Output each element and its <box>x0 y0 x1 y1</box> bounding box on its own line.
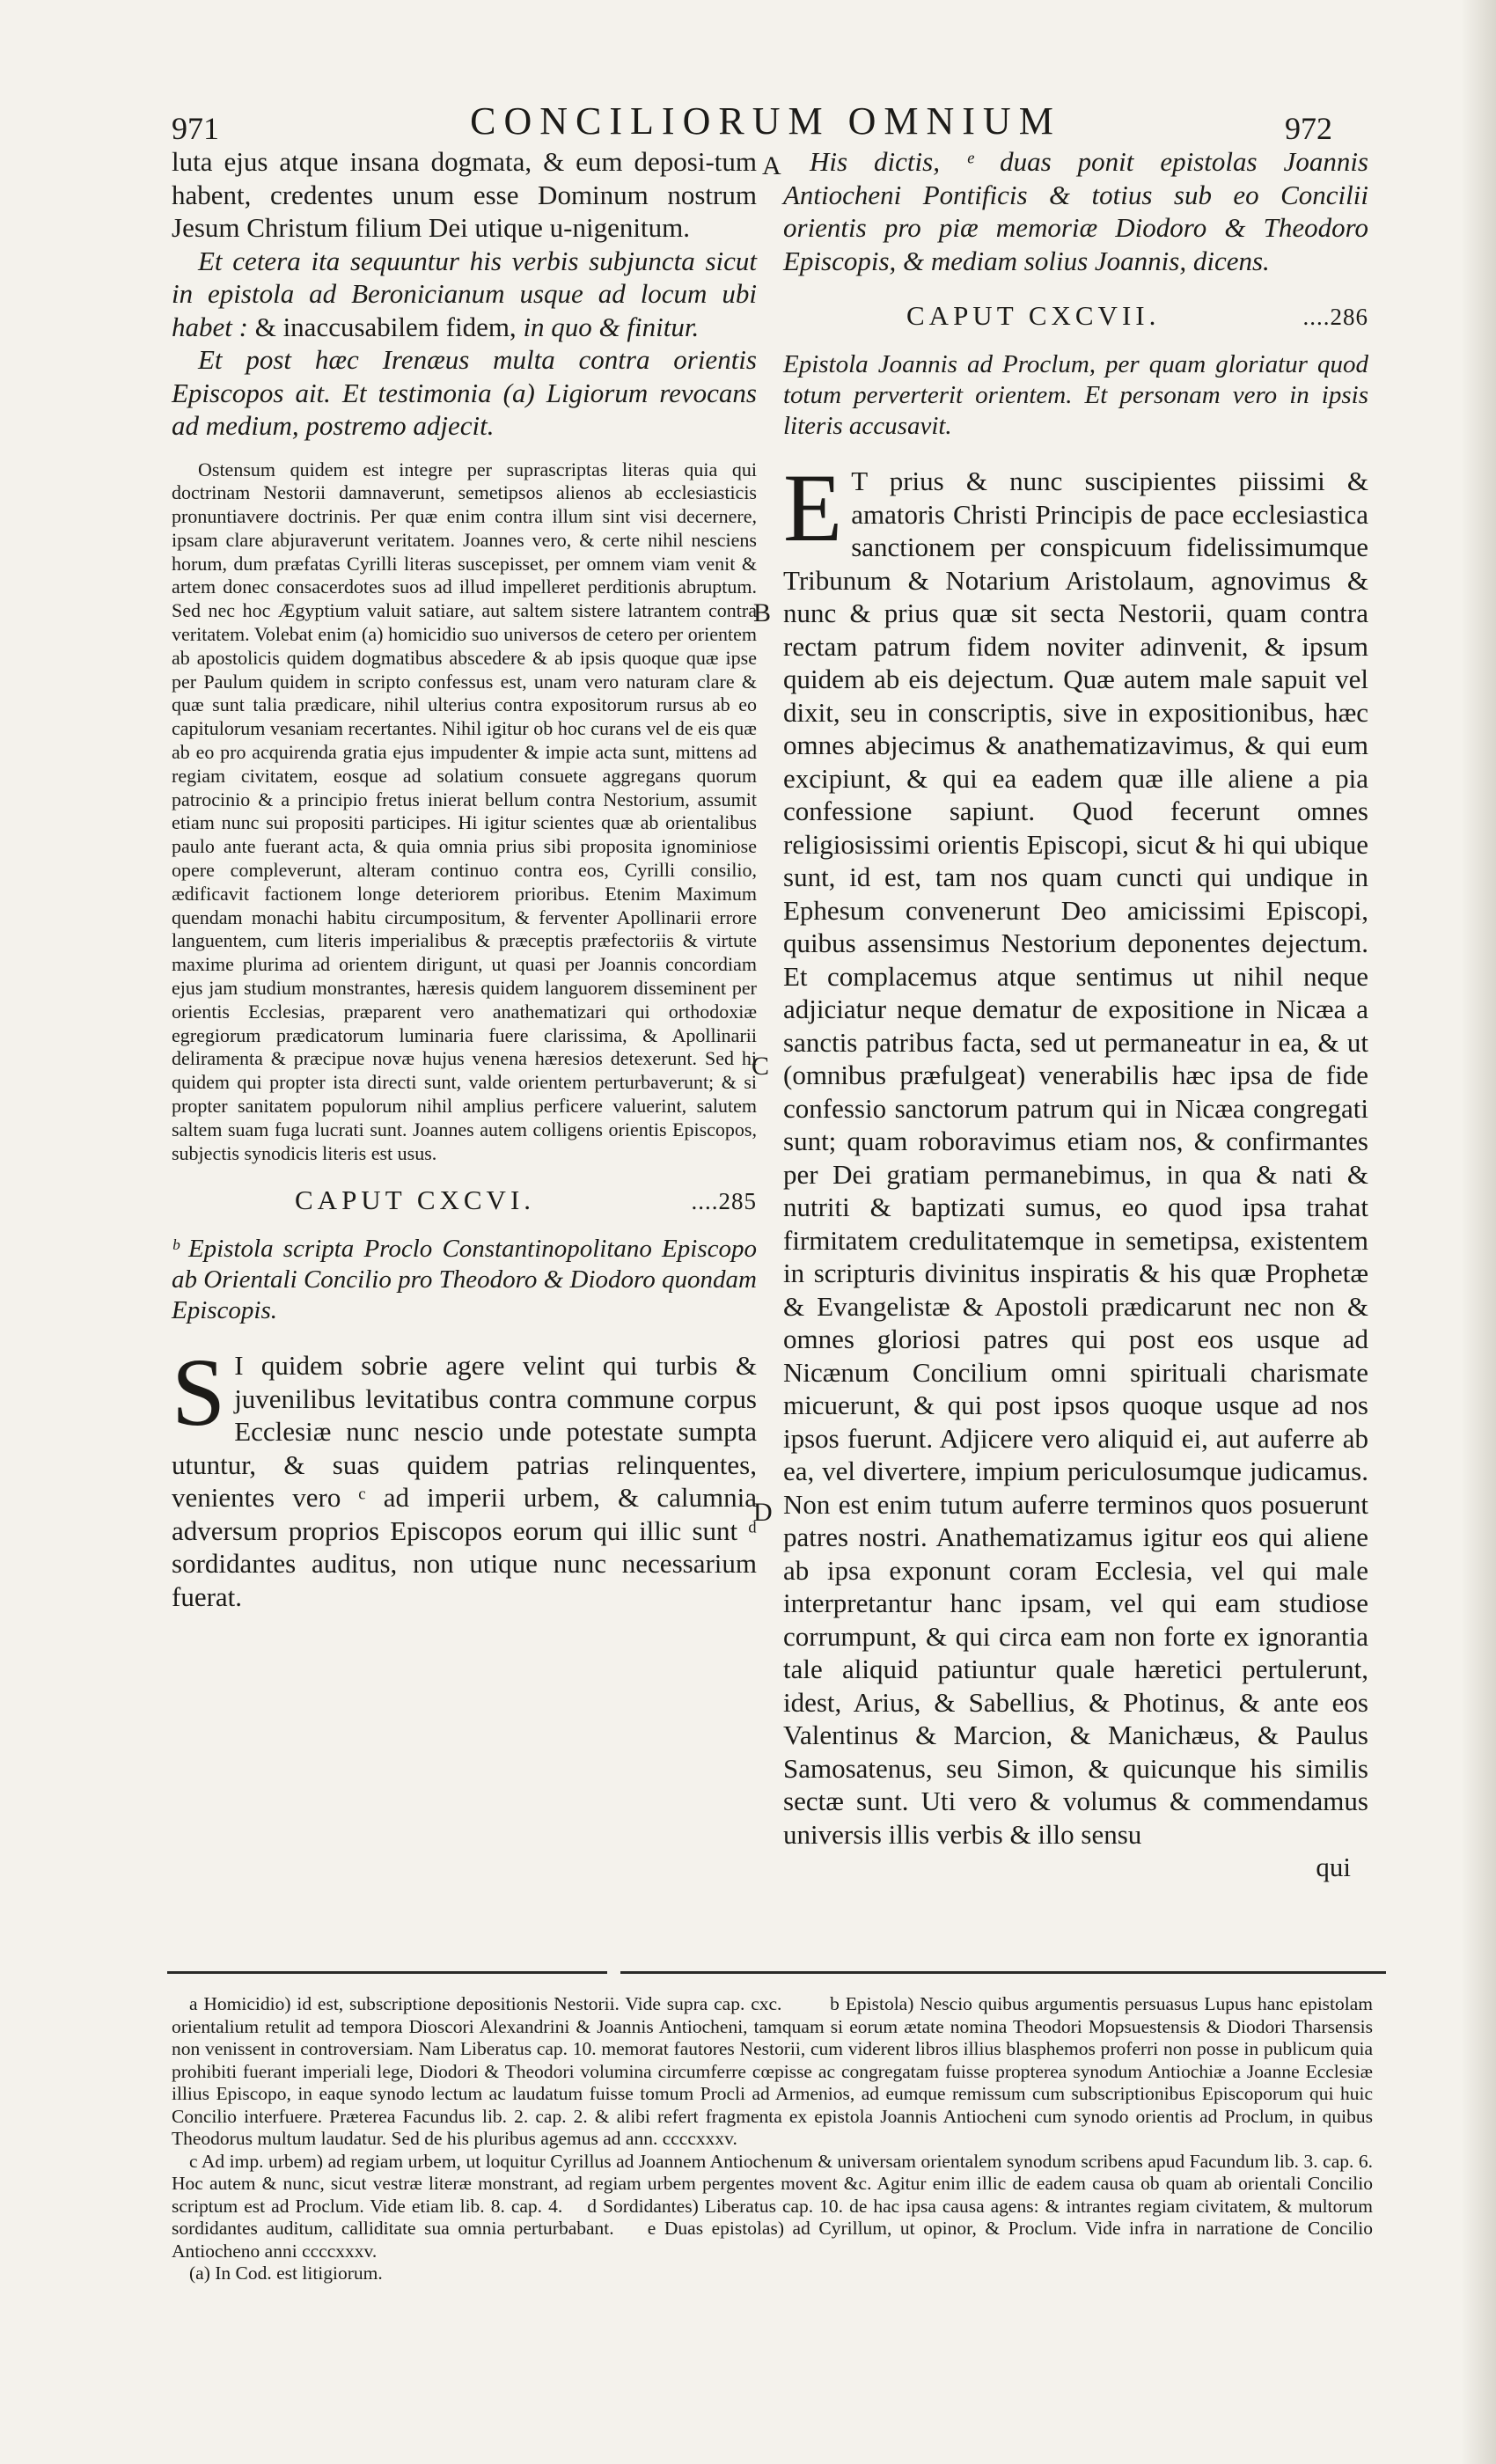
dropcap-s: S <box>172 1338 226 1447</box>
caput-cxcvi-number: ....285 <box>691 1188 757 1215</box>
margin-letter-a: A <box>762 151 781 180</box>
margin-letter-c: C <box>752 1052 770 1081</box>
footnote-rule-right <box>620 1971 1386 1974</box>
page-edge-shadow <box>1461 0 1496 2464</box>
left-para-1: luta ejus atque insana dogmata, & eum deposi-tum habent, credentes unum esse Dominum nostrum Jesum Christum filium Dei utique u-nigenitum. <box>172 146 757 243</box>
caput-cxcvi-body-text: I quidem sobrie agere velint qui turbis & juvenilibus levitatibus contra commune corpus Ecclesiæ nunc nescio unde potestate sumpta utuntur, & suas quidem patrias relinquentes, venientes vero ᶜ ad imperii urbem, & calumnia adversum proprios Episcopos eorum qui illic sunt ᵈ sordidantes auditus, non utique nunc necessarium fuerat. <box>172 1350 757 1612</box>
caput-cxcvi-heading <box>172 1184 757 1216</box>
footnote-a: a Homicidio) id est, subscriptione depositionis Nestorii. Vide supra cap. cxc. <box>189 1993 782 2014</box>
left-page-number: 971 <box>172 111 219 146</box>
running-head: CONCILIORUM OMNIUM <box>470 99 1061 143</box>
caput-cxcvii-body <box>783 454 1368 1851</box>
footnote-c: c Ad imp. urbem) ad regiam urbem, ut loquitur Cyrillus ad Joannem Antiochenum & universam orientalem synodum scribens apud Facundum lib. 3. cap. 6. Hoc autem & nunc, sicut vestræ literæ monstrant, ad regiam urbem pergentes movent &c. Agitur enim illic de eadem causa ob quam ab orientali Concilio scriptum est ad Proclum. Vide etiam lib. 8. cap. 4. <box>172 2150 1373 2217</box>
caput-cxcvii-epistola-heading: Epistola Joannis ad Proclum, per quam gloriatur quod totum perverterit orientem. Et personam vero in ipsis literis accusavit. <box>783 350 1368 440</box>
left-para-2-italic-a: Et cetera ita sequuntur his verbis subjuncta sicut in epistola ad Beronicianum usque ad locum ubi habet : <box>172 245 757 342</box>
margin-letter-b: B <box>753 598 772 627</box>
left-small-block: Ostensum quidem est integre per suprascriptas literas quia qui doctrinam Nestorii damnaverunt, semetipsos alienos ab ecclesiasticis pronuntiavere doctrinis. Per quæ enim contra illum sint visi decernere, ipsam clare abjuraverunt veritatem. Joannes vero, & certe nihil nesciens horum, dum præfatas Cyrilli literas suscepisset, per omnem viam venit & artem donec consacerdotes suos ad illud impelleret perditionis abruptum. Sed nec hoc Ægyptium valuit satiare, aut saltem sistere latrantem contra veritatem. Volebat enim (a) homicidio suo universos de cetero per orientem ab apostolicis quidem dogmatibus abscedere & ab ipsis quoque quæ ipse per Paulum quidem in scripto confessus est, unam vero naturam clare & quæ sunt talia prædicare, nihil ulterius contra expositorum rursus ab eo capitulorum vesaniam recertantes. Nihil igitur ob hoc curans vel de eis quæ ab eo pro acquirenda gratia ejus impudenter & impie acta sunt, mittens ad regiam civitatem, eosque ad solatium consuete aggregans quorum patrocinio & a principio fretus inierat bellum contra Nestorium, assumit etiam nunc sui propositi participes. Hi igitur scientes quæ ab orientalibus paulo ante fuerant acta, & quia omnia prius sibi proposita ignominiose opere compleverunt, alteram continuo contra eos, Cyrilli consilio, ædificavit factionem longe deteriorem prioribus. Etenim Maximum quendam monachi habitu circumpositum, & ferventer Apollinarii errore languentem, cum literis imperialibus & præceptis præfectoriis & virtute maxime plurima ad orientem dirigunt, ut quasi per Joannis concordiam ejus jam studium monstrantes, hæresis quidem languorem disseminent per orientis Ecclesias, præparent vero anathematizari qui orthodoxiæ egregiorum prædicatorum luminaria fuere clarissima, & Apollinarii deliramenta & præcipue novæ hujus venena hæresios detexerunt. Sed hi quidem qui propter ista directi sunt, valde orientem perturbaverunt; & si propter sanitatem populorum nihil amplius perficere valuerint, salutem saltem suam fuga lucrati sunt. Joannes autem colligens orientis Episcopos, subjectis synodicis literis est usus. <box>172 458 757 1164</box>
margin-letter-d: D <box>753 1498 773 1527</box>
caput-cxcvii-number: ....286 <box>1302 304 1368 330</box>
left-para-2-roman: & inaccusabilem fidem, <box>247 311 524 342</box>
footnote-d: d Sordidantes) Liberatus cap. 10. de hac ipsa causa agens: & intrantes regiam civitatem, & multorum sordidantes auditum, calliditate sua omnia perturbabant. <box>172 2195 1374 2239</box>
right-page-number: 972 <box>1285 111 1332 146</box>
right-intro: His dictis, ᵉ duas ponit epistolas Joannis Antiocheni Pontificis & totius sub eo Concilii orientis pro piæ memoriæ Diodoro & Theodoro Episcopis, & mediam solius Joannis, dicens. <box>783 146 1368 276</box>
catchword: qui <box>1316 1852 1351 1882</box>
left-para-2 <box>172 245 757 344</box>
left-column <box>172 145 757 1613</box>
footnote-paren-a: (a) In Cod. est litigiorum. <box>189 2262 383 2284</box>
footnote-rule-left <box>167 1971 607 1974</box>
caput-cxcvi-title: CAPUT CXCVI. <box>295 1184 536 1216</box>
caput-cxcvi-epistola-heading: ᵇ Epistola scripta Proclo Constantinopolitano Episcopo ab Orientali Concilio pro Theodoro & Diodoro quondam Episcopis. <box>172 1235 757 1325</box>
footnote-e: e Duas epistolas) ad Cyrillum, ut opinor, & Proclum. Vide infra in narratione de Concilio Antiocheno anni ccccxxxv. <box>172 2218 1373 2262</box>
footnote-b: b Epistola) Nescio quibus argumentis persuasus Lupus hanc epistolam orientalium retulit ad tempora Dioscori Alexandrini & Joannis Antiocheni, tamquam si eorum ætate nomina Theodori Mopsuestensis & Diodori Tharsensis non venissent in controversiam. Nam Liberatus cap. 10. memorat fautores Nestorii, cum viderent libros illius blasphemos proferri non posse in publicum quia prohibiti fuerant imperiali lege, Diodori & Theodori volumina circumferre cœpisse ac congregatam fuisse propterea synodum Antiochiæ a Joanne Ecclesiæ illius Episcopo, in eaque synodo lectum ac laudatum fuisse tomum Procli ad Armenios, ad eumque remissum cum subscriptionibus Episcoporum qui huic Concilio interfuere. Præterea Facundus lib. 2. cap. 2. & alibi refert fragmenta ex epistola Joannis Antiocheni cum synodo orientis ad Proclum, in quibus Theodorus multum laudatur. Sed de his pluribus agemus ad ann. ccccxxxv. <box>172 1993 1373 2149</box>
footnote-c-d-e <box>172 2151 1373 2263</box>
caput-cxcvii-heading <box>783 300 1368 332</box>
left-para-2-italic-b: in quo & finitur. <box>523 311 700 342</box>
caput-cxcvii-body-text: T prius & nunc suscipientes piissimi & amatoris Christi Principis de pace ecclesiastica sanctionem per conspicuum fidelissimumque Tribunum & Notarium Aristolaum, agnovimus & nunc & prius quæ sit secta Nestorii, quam contra rectam patrum fidem noviter adinvenit, & ipsum quidem ab eis dejectum. Quæ autem male sapuit vel dixit, seu in conscriptis, sive in expositionibus, hæc omnes abjecimus & anathematizavimus, & qui eum excipiunt, & qui ea eadem quæ ille aliene a pia confessione sapiunt. Quod fecerunt omnes religiosissimi orientis Episcopi, sicut & hi qui ubique sunt, id est, tam nos quam cuncti qui undique in Ephesum convenerunt Deo amicissimi Episcopi, quibus assensimus Nestorium deponentes dejectum. Et complacemus atque sentimus ut nihil neque adjiciatur neque dematur de expositione in Nicæa a sanctis patribus facta, sed ut permaneatur in ea, & ut (omnibus præfulgeat) venerabilis hæc ipsa de fide confessio sanctorum patrum qui in Nicæa congregati sunt; quam roboravimus etiam nos, & confirmantes per Dei gratiam permanebimus, in qua & nati & nutriti & baptizati sumus, eo quod ipsa trahat firmitatem credulitatemque in semetipsa, existentem in scripturis divinitus inspiratis & his quæ Prophetæ & Evangelistæ & Apostoli prædicarunt nec non & omnes gloriosi patres qui post eos usque ad Nicænum Concilium omni spirituali charismate micuerunt, & qui post ipsos quoque usque ad nos ipsos fuerunt. Adjicere vero aliquid ei, aut auferre ab ea, vel divertere, impium periculosumque judicamus. Non est enim tutum auferre terminos quos posuerunt patres nostri. Anathematizamus igitur eos qui aliene ab ipsa exponunt coram Ecclesia, vel qui male interpretantur hanc ipsam, vel qui eam studiose corrumpunt, & qui circa eam non forte ex ignorantia tale aliquid patiuntur quale hæretici pertulerunt, idest, Arius, & Sabellius, & Photinus, & ante eos Valentinus & Marcion, & Manichæus, & Paulus Samosatenus, seu Simon, & quicunque his similis sectæ sunt. Uti vero & volumus & commendamus universis illis verbis & illo sensu <box>783 466 1368 1850</box>
caput-cxcvi-body <box>172 1338 757 1613</box>
right-column <box>783 145 1368 1884</box>
caput-cxcvii-title: CAPUT CXCVII. <box>906 300 1161 331</box>
footnote-a-b <box>172 1993 1373 2151</box>
dropcap-e: E <box>783 454 843 561</box>
footnotes <box>172 1993 1373 2285</box>
left-para-3: Et post hæc Irenæus multa contra orientis Episcopos ait. Et testimonia (a) Ligiorum revocans ad medium, postremo adjecit. <box>172 344 757 441</box>
